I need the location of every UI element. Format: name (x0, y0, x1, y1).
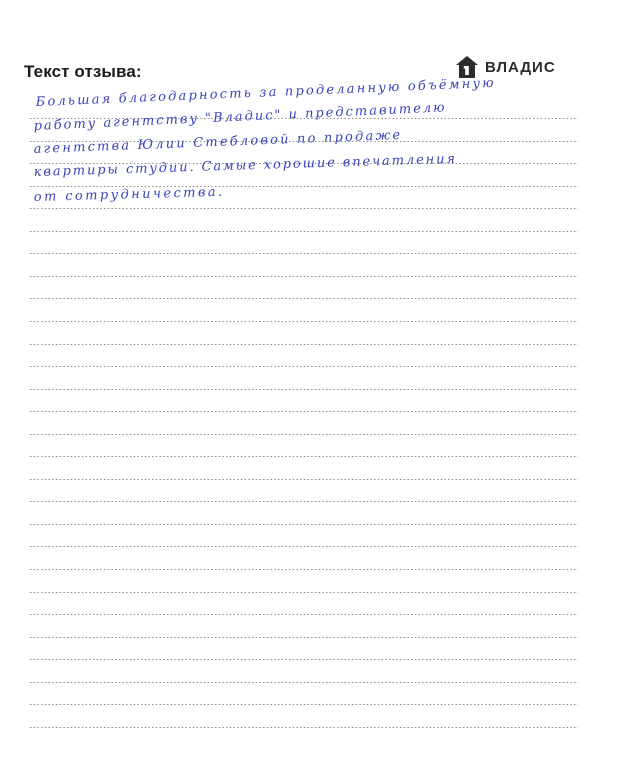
handwritten-line-3: агентства Юлии Стебловой по продаже (33, 127, 403, 157)
handwritten-line-2: работу агентству "Владис" и представителю (33, 100, 447, 134)
logo-text: ВЛАДИС (485, 58, 556, 76)
handwritten-line-4: квартиры студии. Самые хорошие впечатления (33, 151, 458, 180)
handwritten-line-5: от сотрудничества. (33, 184, 225, 205)
handwritten-line-1: Большая благодарность за проделанную объёмную (35, 75, 497, 110)
form-title: Текст отзыва: (24, 62, 142, 81)
